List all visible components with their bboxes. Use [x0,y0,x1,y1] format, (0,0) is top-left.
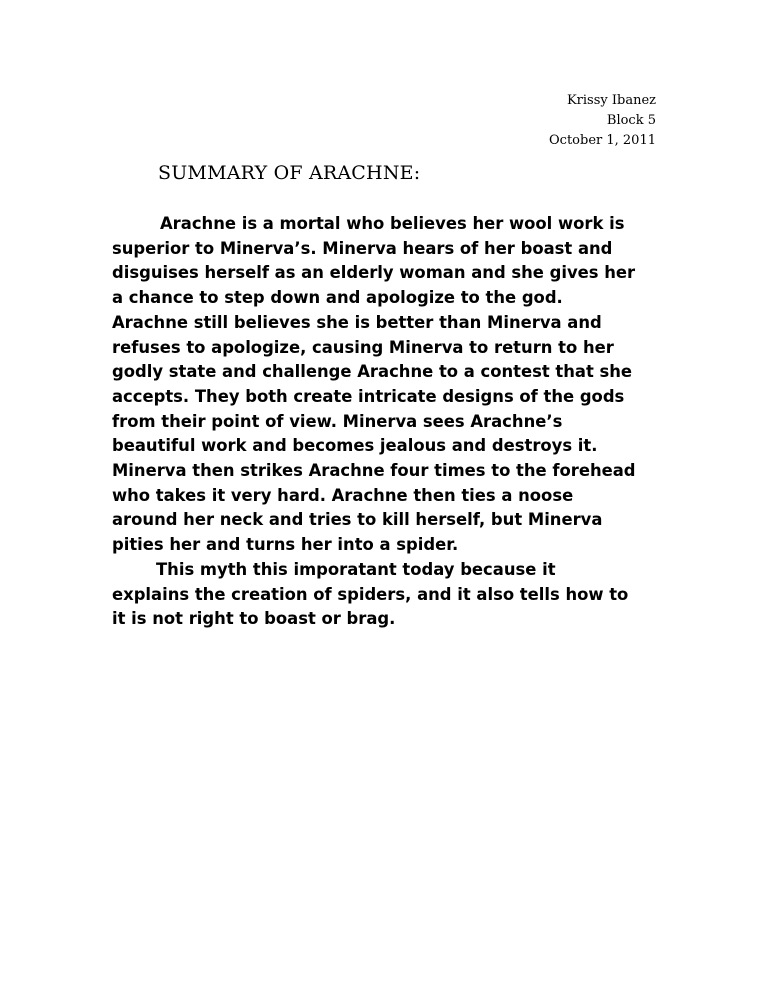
body-line: a chance to step down and apologize to the god. [112,288,563,308]
document-body [112,212,657,632]
paragraph-summary [112,212,657,558]
body-line: from their point of view. Minerva sees Arachne’s [112,411,563,431]
body-line: godly state and challenge Arachne to a contest that she [112,362,633,382]
body-line: refuses to apologize, causing Minerva to return to her [112,337,614,357]
body-line: it is not right to boast or brag. [112,609,396,629]
document-title: SUMMARY OF ARACHNE: [158,162,421,184]
body-line: around her neck and tries to kill herself, but Minerva [112,510,603,530]
document-header [549,91,656,151]
document-date: October 1, 2011 [549,133,656,148]
body-line: accepts. They both create intricate designs of the gods [112,386,625,406]
body-line: who takes it very hard. Arachne then ties a noose [112,485,574,505]
body-line: pities her and turns her into a spider. [112,535,459,555]
body-line: Arachne still believes she is better than Minerva and [112,312,602,332]
class-block: Block 5 [606,113,656,128]
body-line: disguises herself as an elderly woman and she gives her [112,263,636,283]
author-name: Krissy Ibanez [566,93,656,108]
body-line: superior to Minerva’s. Minerva hears of her boast and [112,238,613,258]
body-line: Arachne is a mortal who believes her wool work is [160,214,625,233]
body-line: explains the creation of spiders, and it also tells how to [112,584,629,604]
body-line: This myth this imporatant today because it [156,559,556,579]
paragraph-importance [112,558,657,632]
body-line: Minerva then strikes Arachne four times to the forehead [112,461,636,481]
body-line: beautiful work and becomes jealous and destroys it. [112,436,598,456]
